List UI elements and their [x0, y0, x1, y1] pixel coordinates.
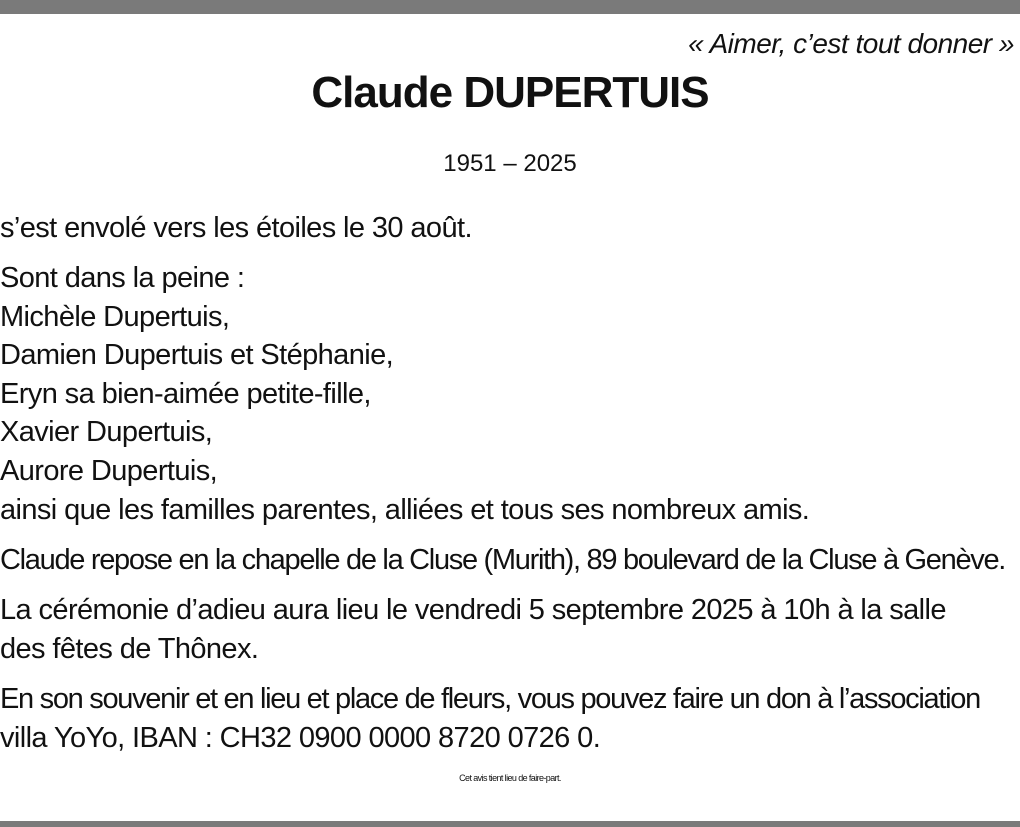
closing-note: Cet avis tient lieu de faire-part.	[459, 773, 561, 783]
mourner-item: Aurore Dupertuis,	[0, 455, 218, 487]
mourner-item: ainsi que les familles parentes, alliées et tous ses nombreux amis.	[0, 494, 810, 526]
repose-text: Claude repose en la chapelle de la Cluse (Murith), 89 boulevard de la Cluse à Genève.	[0, 544, 1006, 576]
top-border-rule	[0, 0, 1020, 14]
mourner-item: Xavier Dupertuis,	[0, 416, 213, 448]
mourner-item: Eryn sa bien-aimée petite-fille,	[0, 378, 371, 410]
donation-text: villa YoYo, IBAN : CH32 0900 0000 8720 0726 0.	[0, 722, 601, 754]
life-dates: 1951 – 2025	[443, 150, 577, 177]
donation-text: En son souvenir et en lieu et place de fleurs, vous pouvez faire un don à l’association	[0, 683, 980, 715]
deceased-name: Claude DUPERTUIS	[311, 68, 709, 117]
mourner-item: Damien Dupertuis et Stéphanie,	[0, 339, 394, 371]
intro-text: s’est envolé vers les étoiles le 30 août.	[0, 212, 472, 244]
ceremony-text: La cérémonie d’adieu aura lieu le vendredi 5 septembre 2025 à 10h à la salle	[0, 594, 946, 626]
ceremony-text: des fêtes de Thônex.	[0, 633, 259, 665]
mourners-heading: Sont dans la peine :	[0, 262, 245, 294]
bottom-border-rule	[0, 821, 1020, 827]
mourner-item: Michèle Dupertuis,	[0, 301, 230, 333]
motto-quote: « Aimer, c’est tout donner »	[688, 28, 1014, 59]
